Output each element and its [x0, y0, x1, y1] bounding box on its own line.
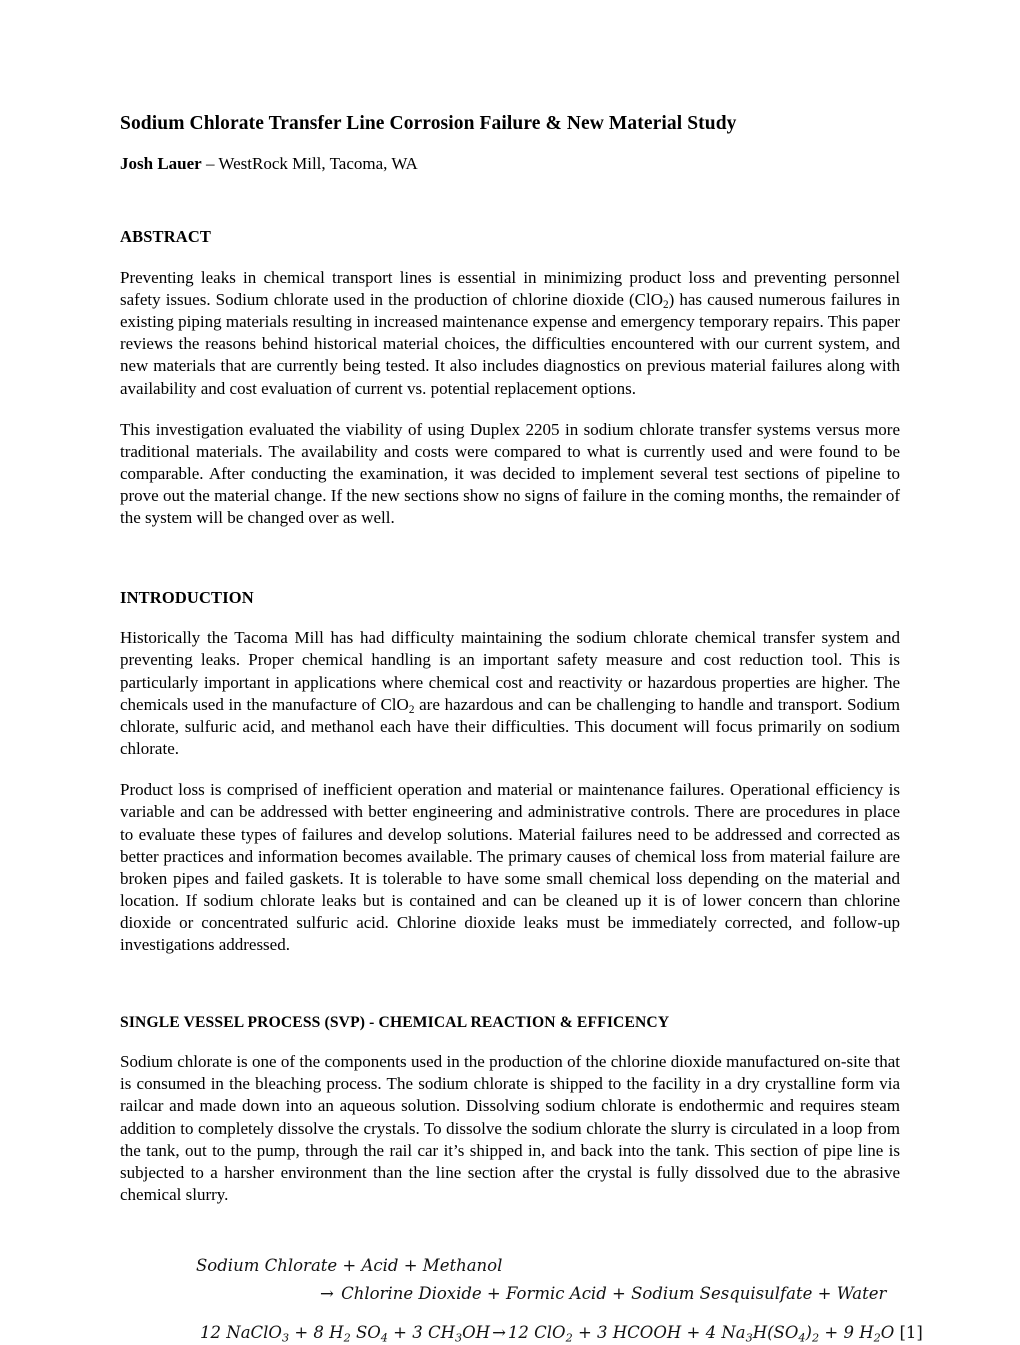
page-content [120, 112, 923, 1345]
eq-op-4: + 4 [681, 1323, 722, 1343]
abstract-p1-text-a: Preventing leaks in chemical transport lines is essential in minimizing product loss and preventing personnel safety issues. Sodium chlorate used in the production of chlorine dioxide (ClO [120, 267, 900, 309]
eq-reactant-h2so4-h: H [329, 1323, 344, 1343]
eq-product-clo2: ClO [534, 1323, 566, 1343]
svp-paragraph-1: Sodium chlorate is one of the components used in the production of the chlorine dioxide manufactured on-site that is consumed in the bleaching process. The sodium chlorate is shipped to the facility in a dry crystalline form via railcar and made down into an aqueous solution. Dissolving sodium chlorate is endothermic and requires steam addition to completely dissolve the crystals. To dissolve the sodium chlorate the slurry is circulated in a loop from the tank, out to the pump, through the rail car it’s shipped in, and back into the tank. This section of pipe line is subjected to a harsher environment than the line section after the crystal is fully dissolved due to the abrasive chemical slurry. [120, 1052, 900, 1205]
equation-word-form [120, 1258, 900, 1302]
author-separator: – [201, 153, 219, 173]
eq-product-na3h-close-sub: 2 [811, 1331, 820, 1345]
eq-reactant-ch3oh-sub: 3 [455, 1331, 463, 1345]
eq-formula-arrow-icon: → [492, 1323, 506, 1343]
eq-product-na3h-hso: H(SO [752, 1323, 799, 1343]
equation-balanced-formula [120, 1323, 923, 1345]
section-heading-svp: SINGLE VESSEL PROCESS (SVP) - CHEMICAL REACTION & EFFICENCY [120, 1013, 670, 1031]
chemical-equation-block [120, 1256, 923, 1345]
eq-reactant-ch3oh-ch: CH [427, 1323, 455, 1343]
abstract-p1-text-b: ) has caused numerous failures in existing piping materials resulting in increased maintenance expense and emergency temporary repairs. This paper reviews the reasons behind historical material choices, the difficulties encountered with our current system, and new materials that are currently being tested. It also includes diagnostics on previous material failures along with availability and cost evaluation of current vs. potential replacement options. [120, 289, 900, 398]
eq-product-na3h-hso-sub: 4 [798, 1331, 806, 1345]
introduction-paragraph-2: Product loss is comprised of inefficient operation and material or maintenance failures. Operational efficiency is variable and can be addressed with better engineering and administrative controls. There are procedures in place to evaluate these types of failures and develop solutions. Material failures need to be addressed and corrected as better practices and information becomes available. The primary causes of chemical loss from material failure are broken pipes and failed gaskets. It is tolerable to have some small chemical loss depending on the material and location. If sodium chlorate leaks but is contained and can be cleaned up it is of lower concern than chlorine dioxide or concentrated sulfuric acid. Chlorine dioxide leaks must be immediately corrected, and follow-up investigations addressed. [120, 780, 900, 955]
section-heading-abstract: ABSTRACT [120, 227, 212, 247]
equation-products-words-text: Chlorine Dioxide + Formic Acid + Sodium Sesquisulfate + Water [335, 1283, 887, 1303]
eq-reactant-h2so4-so-sub: 4 [380, 1331, 388, 1345]
eq-coef-1: 12 [200, 1323, 227, 1343]
eq-product-na3h-na-sub: 3 [745, 1331, 753, 1345]
eq-op-2: + 3 [387, 1323, 428, 1343]
eq-op-1: + 8 [289, 1323, 330, 1343]
intro-p1-text-b: are hazardous and can be challenging to handle and transport. Sodium chlorate, sulfuric acid, and methanol each have their difficulties. This document will focus primarily on sodium chlorate. [120, 694, 900, 759]
intro-p1-text-a: Historically the Tacoma Mill has had difficulty maintaining the sodium chlorate chemical transfer system and preventing leaks. Proper chemical handling is an important safety measure and cost reduction tool. This is particularly important in applications where chemical cost and reactivity or hazardous properties are higher. The chemicals used in the manufacture of ClO [120, 628, 900, 714]
eq-coef-2: 12 [507, 1323, 535, 1343]
equation-reactants-words: Sodium Chlorate + Acid + Methanol [196, 1256, 503, 1276]
author-name: Josh Lauer [120, 153, 202, 173]
eq-product-clo2-sub: 2 [565, 1331, 573, 1345]
eq-product-h2o-o: O [880, 1323, 895, 1343]
introduction-paragraph-1 [120, 627, 900, 760]
eq-reactant-naclo3: NaClO [226, 1323, 282, 1343]
page-title: Sodium Chlorate Transfer Line Corrosion Failure & New Material Study [120, 113, 737, 134]
eq-product-hcooh: HCOOH [612, 1323, 682, 1343]
eq-product-na3h-close: ) [805, 1323, 812, 1343]
equation-citation: [1] [894, 1323, 923, 1343]
abstract-p1-subscript: 2 [663, 298, 669, 311]
eq-op-3: + 3 [572, 1323, 613, 1343]
abstract-paragraph-2: This investigation evaluated the viability of using Duplex 2205 in sodium chlorate transfer systems versus more traditional materials. The availability and costs were compared to what is currently used and were found to be comparable. After conducting the examination, it was decided to implement several test sections of pipeline to prove out the material change. If the new sections show no signs of failure in the coming months, the remainder of the system will be changed over as well. [120, 419, 900, 528]
eq-reactant-naclo3-sub: 3 [281, 1331, 290, 1345]
equation-arrow-icon: → [320, 1283, 334, 1303]
eq-reactant-h2so4-so: SO [350, 1323, 381, 1343]
eq-product-h2o-sub: 2 [873, 1331, 881, 1345]
author-affiliation: WestRock Mill, Tacoma, WA [218, 153, 418, 173]
author-line [120, 153, 900, 175]
abstract-paragraph-1 [120, 267, 900, 400]
eq-reactant-h2so4-h-sub: 2 [343, 1331, 351, 1345]
intro-p1-subscript: 2 [408, 703, 415, 716]
eq-op-5: + 9 [819, 1323, 860, 1343]
section-heading-introduction: INTRODUCTION [120, 587, 254, 607]
eq-product-na3h-na: Na [721, 1323, 746, 1343]
equation-products-words [196, 1283, 900, 1303]
eq-reactant-ch3oh-oh: OH [462, 1323, 491, 1343]
eq-product-h2o-h: H [859, 1323, 874, 1343]
